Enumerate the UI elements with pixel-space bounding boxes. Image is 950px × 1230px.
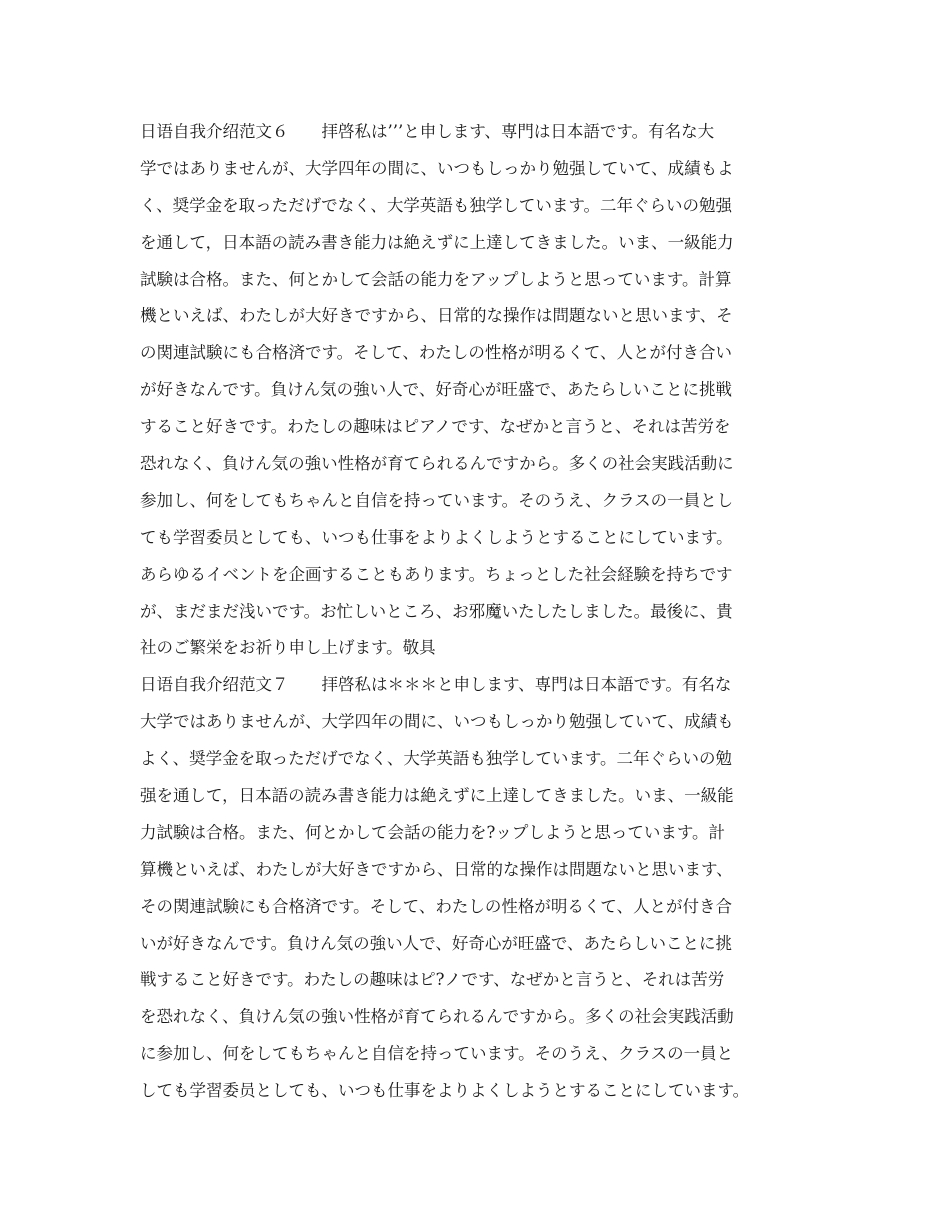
text-line: 日语自我介绍范文７ 拝啓私は＊＊＊と申します、専門は日本語です。有名な xyxy=(140,675,732,695)
text-line: ても学習委员としても、いつも仕事をよりよくしようとすることにしています。 xyxy=(140,527,733,547)
text-line: を恐れなく、負けん気の強い性格が育てられるんですから。多くの社会実践活動 xyxy=(140,1007,734,1027)
text-line: 日语自我介绍范文６ 拝啓私は’’’と申します、専門は日本語です。有名な大 xyxy=(140,122,715,141)
text-line: 恐れなく、負けん気の強い性格が育てられるんですから。多くの社会実践活動に xyxy=(140,454,734,474)
text-line: その関連試験にも合格済です。そして、わたしの性格が明るくて、人とが付き合 xyxy=(140,896,733,916)
text-line: が、まだまだ浅いです。お忙しいところ、お邪魔いたしたしました。最後に、貴 xyxy=(140,601,733,621)
text-line: 戦すること好きです。わたしの趣味はピ?ノです、なぜかと言うと、それは苦労 xyxy=(140,970,725,990)
body-text xyxy=(140,114,830,1110)
text-line: いが好きなんです。負けん気の強い人で、好奇心が旺盛で、あたらしいことに挑 xyxy=(140,933,733,953)
text-line: 强を通して，日本語の読み書き能力は絶えずに上達してきました。いま、一級能 xyxy=(140,786,734,806)
text-line: よく、奨学金を取っただげでなく、大学英語も独学しています。二年ぐらいの勉 xyxy=(140,749,733,769)
text-line: すること好きです。わたしの趣味はピアノです、なぜかと言うと、それは苦労を xyxy=(140,417,731,437)
text-line: 大学ではありませんが、大学四年の間に、いつもしっかり勉强していて、成績も xyxy=(140,712,734,732)
text-line: を通して，日本語の読み書き能力は絶えずに上達してきました。いま、一級能力 xyxy=(140,232,734,252)
text-line: に参加し、何をしてもちゃんと自信を持っています。そのうえ、クラスの一員と xyxy=(140,1044,734,1064)
text-line: 機といえば、わたしが大好きですから、日常的な操作は問題ないと思います、そ xyxy=(140,306,733,326)
text-line: 参加し、何をしてもちゃんと自信を持っています。そのうえ、クラスの一員とし xyxy=(140,490,734,510)
text-line: 学ではありませんが、大学四年の間に、いつもしっかり勉强していて、成績もよ xyxy=(140,158,734,178)
text-line: く、奨学金を取っただげでなく、大学英語も独学しています。二年ぐらいの勉强 xyxy=(140,195,733,215)
text-line: あらゆるイベントを企画することもあります。ちょっとした社会経験を持ちです xyxy=(140,564,733,584)
text-line: 力試験は合格。また、何とかして会話の能力を?ップしようと思っています。計 xyxy=(140,822,726,842)
text-line: しても学習委员としても、いつも仕事をよりよくしようとすることにしています。 xyxy=(140,1081,750,1101)
text-line: 算機といえば、わたしが大好きですから、日常的な操作は問題ないと思います、 xyxy=(140,859,733,879)
text-line: の関連試験にも合格済です。そして、わたしの性格が明るくて、人とが付き合い xyxy=(140,343,733,363)
text-line: 社のご繁栄をお祈り申し上げます。敬具 xyxy=(140,638,436,658)
text-line: が好きなんです。負けん気の強い人で、好奇心が旺盛で、あたらしいことに挑戦 xyxy=(140,380,733,400)
text-line: 試験は合格。また、何とかして会話の能力をアップしようと思っています。計算 xyxy=(140,269,732,289)
